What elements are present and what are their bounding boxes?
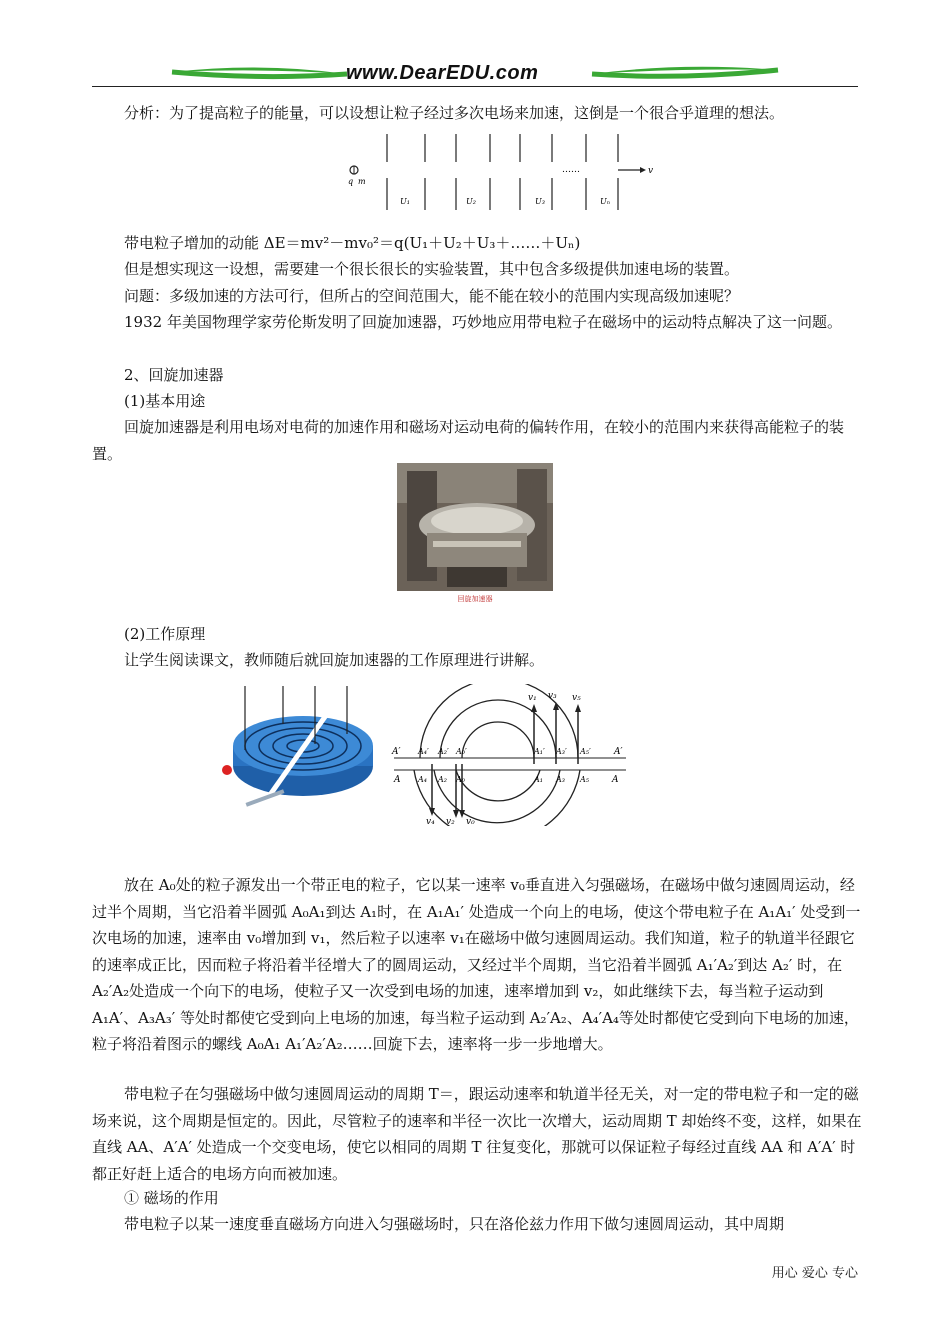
cyclotron-dees-diagram: [215, 684, 380, 824]
paragraph-long-device: 但是想实现这一设想，需要建一个很长很长的实验装置，其中包含多级提供加速电场的装置。: [124, 260, 740, 278]
label-a2: A₂: [438, 775, 447, 784]
label-a3: A₃: [556, 775, 565, 784]
paragraph-period: 带电粒子在匀强磁场中做匀速圆周运动的周期 T＝，跟运动速率和轨道半径无关，对一定的带电粒子和一定的磁场来说，这个周期是恒定的。因此，尽管粒子的速率和半径一次比一次增大，运动周期 T 却始终不变，这样，如果在直线 AA、A′A′ 处造成一个交变电场，使它以相同的周期 T 往复变化，那就可以保证粒子每经过直线 AA 和 A′A′ 时都正好赶上适合的电场方向而被加速。: [92, 1085, 862, 1183]
page-footer: 用心 爱心 专心: [771, 1266, 858, 1281]
label-v0: v₀: [466, 817, 475, 826]
paragraph-analysis: 分析：为了提高粒子的能量，可以设想让粒子经过多次电场来加速，这倒是一个很合乎道理的想法。: [124, 104, 785, 122]
label-a5-prime: A₅′: [580, 747, 591, 756]
header-divider: [92, 86, 858, 87]
paragraph-cyclotron-definition: 回旋加速器是利用电场对电荷的加速作用和磁场对运动电荷的偏转作用，在较小的范围内来获得高能粒子的装置。: [92, 418, 845, 463]
label-a1-prime: A₁′: [534, 747, 545, 756]
paragraph-lorentz: 带电粒子以某一速度垂直磁场方向进入匀强磁场时，只在洛伦兹力作用下做匀速圆周运动，其中周期: [124, 1215, 785, 1233]
label-a-prime-left: A′: [392, 747, 401, 757]
site-logo-text: www.DearEDU.com: [346, 62, 539, 84]
linear-accelerator-diagram: [340, 132, 660, 216]
paragraph-lawrence: 1932 年美国物理学家劳伦斯发明了回旋加速器，巧妙地应用带电粒子在磁场中的运动特点解决了这一问题。: [124, 313, 842, 331]
label-v5: v₅: [572, 693, 581, 703]
label-a0: A₀: [456, 775, 465, 784]
label-v1: v₁: [528, 693, 537, 703]
label-a-prime-right: A′: [614, 747, 623, 757]
subheading-working-principle: (2)工作原理: [124, 625, 206, 643]
paragraph-particle-motion: 放在 A₀处的粒子源发出一个带正电的粒子，它以某一速率 v₀垂直进入匀强磁场，在磁场中做匀速圆周运动，经过半个周期，当它沿着半圆弧 A₀A₁到达 A₁时，在 A₁A₁′ 处造成一个向上的电场，使这个带电粒子在 A₁A₁′ 处受到一次电场的加速，速率由 v₀增加到 v₁，然后粒子以速率 v₁在磁场中做匀速圆周运动。我们知道，粒子的轨道半径跟它的速率成正比，因而粒子将沿着半径增大了的圆周运动，又经过半个周期，当它沿着半圆弧 A₁′A₂′到达 A₂′ 时，在 A₂′A₂处造成一个向下的电场，使粒子又一次受到电场的加速，速率增加到 v₂，如此继续下去，每当粒子运动到 A₁A′、A₃A₃′ 等处时都使它受到向上电场的加速，每当粒子运动到 A₂′A₂、A₄′A₄等处时都使它受到向下电场的加速，粒子将沿着图示的螺线 A₀A₁ A₁′A₂′A₂……回旋下去，速率将一步一步地增大。: [92, 876, 861, 1053]
label-a4: A₄: [418, 775, 427, 784]
label-v2: v₂: [446, 817, 455, 826]
paragraph-kinetic-energy: 带电粒子增加的动能 ΔE＝mv²－mv₀²＝q(U₁＋U₂＋U₃＋……＋Uₙ): [124, 234, 581, 252]
label-v3: v₃: [548, 691, 557, 701]
section-heading-cyclotron: 2、回旋加速器: [124, 366, 224, 384]
label-a-right: A: [612, 775, 619, 785]
label-a-left: A: [394, 775, 401, 785]
label-a1: A₁: [534, 775, 543, 784]
mass-label: m: [358, 177, 366, 186]
label-a0-prime: A₀′: [456, 747, 467, 756]
ellipsis-label: ……: [562, 165, 580, 175]
voltage-label-u3: U₃: [535, 197, 545, 206]
subheading-basic-use: (1)基本用途: [124, 392, 206, 410]
paragraph-question: 问题：多级加速的方法可行，但所占的空间范围大，能不能在较小的范围内实现高级加速呢？: [124, 287, 740, 305]
paragraph-read-textbook: 让学生阅读课文，教师随后就回旋加速器的工作原理进行讲解。: [124, 651, 545, 669]
charge-label: q: [348, 177, 354, 186]
cyclotron-photo: [397, 463, 553, 603]
label-a5: A₅: [580, 775, 589, 784]
label-v4: v₄: [426, 817, 435, 826]
subheading-magnetic-role: ① 磁场的作用: [124, 1189, 219, 1207]
voltage-label-u1: U₁: [400, 197, 410, 206]
spiral-orbit-diagram: [390, 684, 630, 826]
voltage-label-un: Uₙ: [600, 197, 610, 206]
label-a3-prime: A₃′: [556, 747, 567, 756]
label-a4-prime: A₄′: [418, 747, 429, 756]
voltage-label-u2: U₂: [466, 197, 476, 206]
label-a2-prime: A₂′: [438, 747, 449, 756]
photo-caption: 回旋加速器: [457, 595, 493, 603]
velocity-label: v: [648, 166, 654, 176]
